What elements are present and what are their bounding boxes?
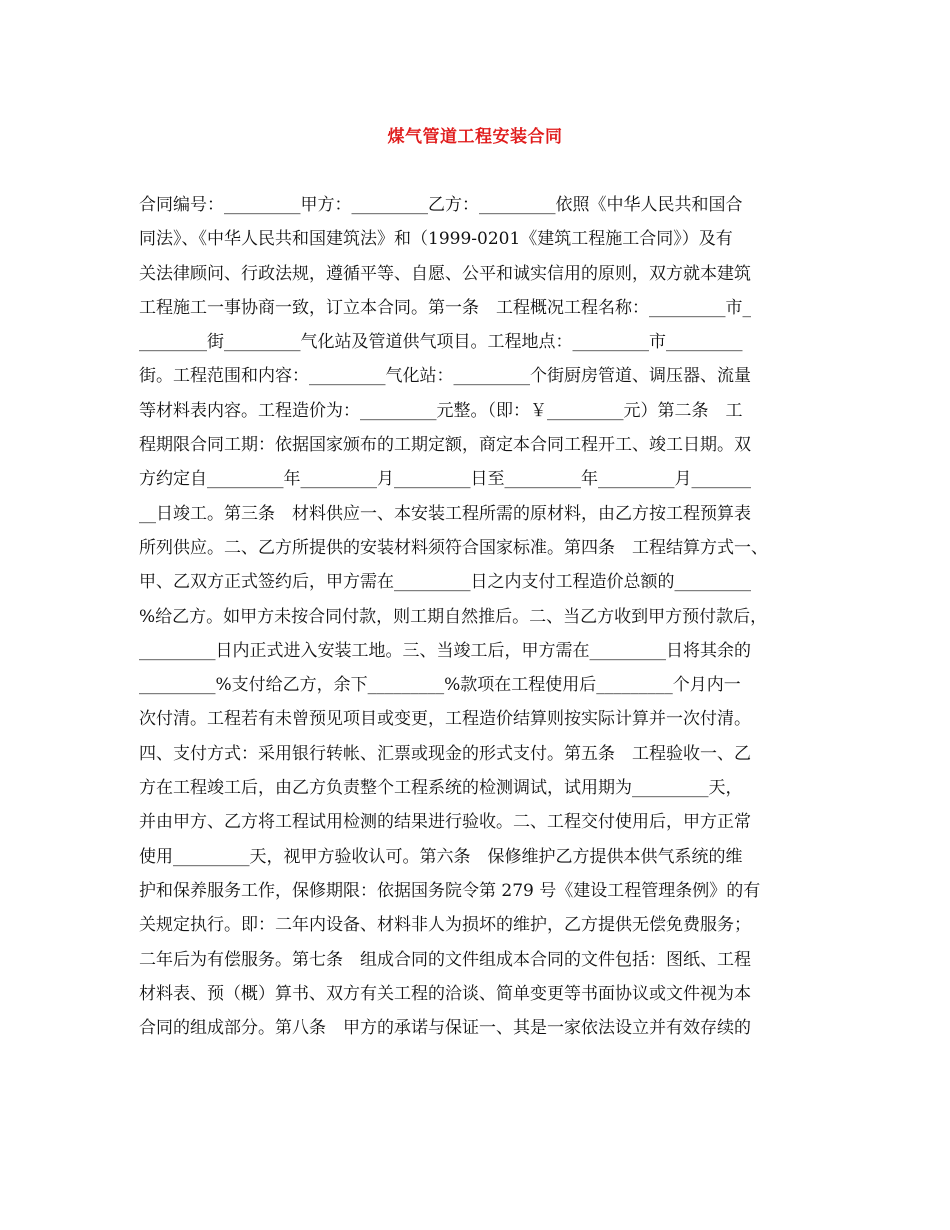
body-line-5: ________街_________气化站及管道供气项目。工程地点：_________市_________ [139,332,743,353]
body-line-17: 四、支付方式：采用银行转帐、汇票或现金的形式支付。第五条 工程验收一、乙 [139,743,751,764]
document-title: 煤气管道工程安装合同 [387,127,563,147]
body-line-16: 次付清。工程若有未曾预见项目或变更，工程造价结算则按实际计算并一次付清。 [139,709,751,730]
body-line-21: 护和保养服务工作，保修期限：依据国务院令第 279 号《建设工程管理条例》的有 [139,880,761,901]
body-line-20: 使用_________天，视甲方验收认可。第六条 保修维护乙方提供本供气系统的维 [139,846,743,867]
body-line-12: 甲、乙双方正式签约后，甲方需在_________日之内支付工程造价总额的_________ [139,572,751,593]
body-line-2: 同法》、《中华人民共和国建筑法》和（1999-0201《建筑工程施工合同》）及有 [139,229,733,250]
body-line-14: _________日内正式进入安装工地。三、当竣工后，甲方需在_________日将其余的 [139,640,751,661]
body-line-1: 合同编号：_________甲方：_________乙方：_________依照《中华人民共和国合 [139,195,743,215]
body-line-9: 方约定自_________年_________月_________日至_________年_________月_______ [139,469,751,490]
body-line-23: 二年后为有偿服务。第七条 组成合同的文件组成本合同的文件包括：图纸、工程 [139,949,751,970]
body-line-6: 街。工程范围和内容：_________气化站：_________个街厨房管道、调压器、流量 [139,366,751,387]
body-line-15: _________%支付给乙方，余下_________%款项在工程使用后_________个月内一 [139,675,741,696]
body-line-8: 程期限合同工期：依据国家颁布的工期定额，商定本合同工程开工、竣工日期。双 [139,435,751,456]
body-line-25: 合同的组成部分。第八条 甲方的承诺与保证一、其是一家依法设立并有效存续的 [139,1018,751,1039]
body-line-3: 关法律顾问、行政法规，遵循平等、自愿、公平和诚实信用的原则，双方就本建筑 [139,263,751,284]
body-line-24: 材料表、预（概）算书、双方有关工程的洽谈、简单变更等书面协议或文件视为本 [139,983,751,1004]
body-line-13: %给乙方。如甲方未按合同付款，则工期自然推后。二、当乙方收到甲方预付款后， [139,606,768,627]
body-line-7: 等材料表内容。工程造价为：_________元整。（即：￥_________元）第二条 工 [139,400,743,421]
document-body [139,188,819,1045]
body-line-18: 方在工程竣工后，由乙方负责整个工程系统的检测调试，试用期为_________天， [139,778,743,799]
body-line-11: 所列供应。二、乙方所提供的安装材料须符合国家标准。第四条 工程结算方式一、 [139,537,768,558]
body-line-4: 工程施工一事协商一致，订立本合同。第一条 工程概况工程名称：_________市_ [139,297,751,318]
body-line-22: 关规定执行。即：二年内设备、材料非人为损坏的维护，乙方提供无偿免费服务； [139,915,751,936]
body-line-10: __日竣工。第三条 材料供应一、本安装工程所需的原材料，由乙方按工程预算表 [139,503,751,524]
body-line-19: 并由甲方、乙方将工程试用检测的结果进行验收。二、工程交付使用后，甲方正常 [139,812,751,833]
